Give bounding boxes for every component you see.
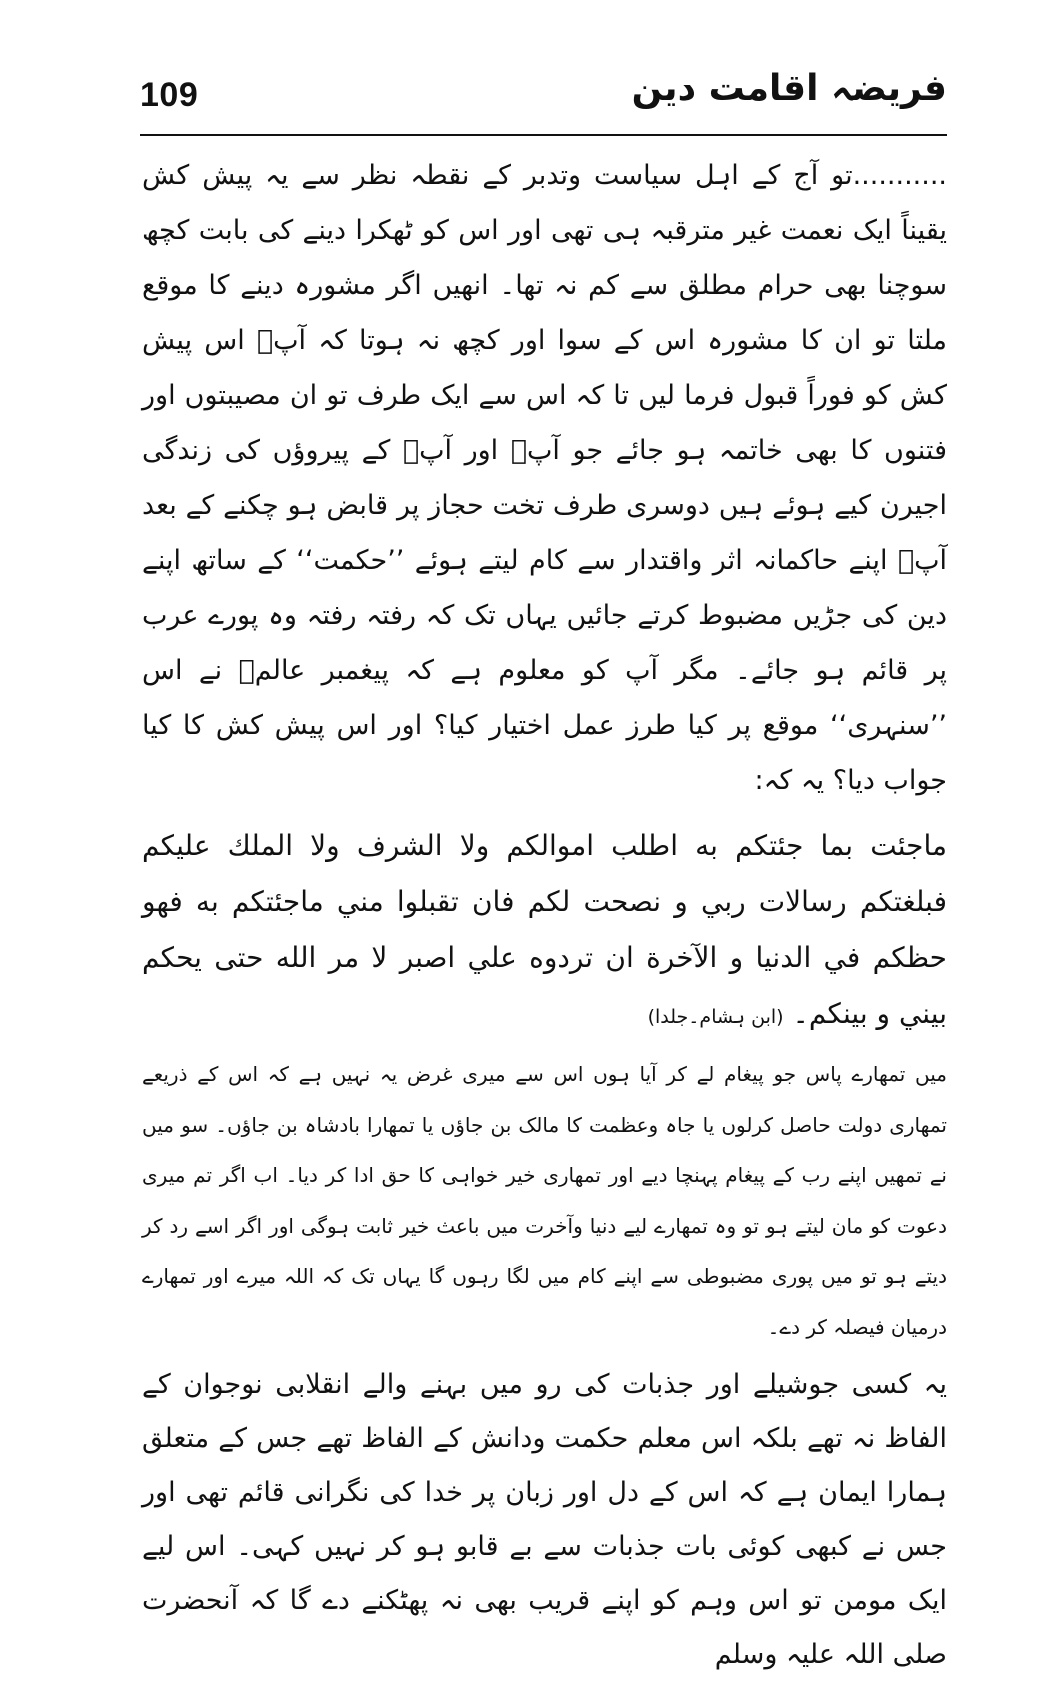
- translation-paragraph: میں تمھارے پاس جو پیغام لے کر آیا ہوں اس سے میری غرض یہ نہیں ہے کہ اس کے ذریعے تمھاری دولت حاصل کرلوں یا جاہ وعظمت کا مالک بن جاؤں یا تمھارا بادشاہ بن جاؤں۔ سو میں نے تمھیں اپنے رب کے پیغام پہنچا دیے اور تمھاری خیر خواہی کا حق ادا کر دیا۔ اب اگر تم میری دعوت کو مان لیتے ہو تو وہ تمھارے لیے دنیا وآخرت میں باعث خیر ثابت ہوگی اور اگر اسے رد کر دیتے ہو تو میں پوری مضبوطی سے اپنے کام میں لگا رہوں گا یہاں تک کہ اللہ میرے اور تمھارے درمیان فیصلہ کر دے۔: [142, 1062, 947, 1339]
- intro-paragraph: ...........تو آج کے اہل سیاست وتدبر کے نقطہ نظر سے یہ پیش کش یقیناً ایک نعمت غیر مترقبہ ہی تھی اور اس کو ٹھکرا دینے کی بابت کچھ سوچنا بھی حرام مطلق سے کم نہ تھا۔ انھیں اگر مشورہ دینے کا موقع ملتا تو ان کا مشورہ اس کے سوا اور کچھ نہ ہوتا کہ آپؐ اس پیش کش کو فوراً قبول فرما لیں تا کہ اس سے ایک طرف تو ان مصیبتوں اور فتنوں کا بھی خاتمہ ہو جائے جو آپؐ اور آپؐ کے پیروؤں کی زندگی اجیرن کیے ہوئے ہیں دوسری طرف تخت حجاز پر قابض ہو چکنے کے بعد آپؐ اپنے حاکمانہ اثر واقتدار سے کام لیتے ہوئے ’’حکمت‘‘ کے ساتھ اپنے دین کی جڑیں مضبوط کرتے جائیں یہاں تک کہ رفتہ رفتہ وہ پورے عرب پر قائم ہو جائے۔ مگر آپ کو معلوم ہے کہ پیغمبر عالمؐ نے اس ’’سنہری‘‘ موقع پر کیا طرز عمل اختیار کیا؟ اور اس پیش کش کا کیا جواب دیا؟ یہ کہ:: [142, 160, 947, 796]
- running-title: فریضہ اقامت دین: [631, 68, 947, 109]
- page-number: 109: [140, 76, 199, 114]
- closing-paragraph: یہ کسی جوشیلے اور جذبات کی رو میں بہنے والے انقلابی نوجوان کے الفاظ نہ تھے بلکہ اس معلم حکمت ودانش کے الفاظ تھے جس کے متعلق ہمارا ایمان ہے کہ اس کے دل اور زبان پر خدا کی نگرانی قائم تھی اور جس نے کبھی کوئی بات جذبات سے بے قابو ہو کر نہیں کہی۔ اس لیے ایک مومن تو اس وہم کو اپنے قریب بھی نہ پھٹکنے دے گا کہ آنحضرت صلی اللہ علیہ وسلم: [142, 1369, 947, 1670]
- page-header: [140, 68, 947, 128]
- citation: (ابن ہشام۔جلدا): [647, 1006, 784, 1028]
- arabic-quote: [142, 818, 947, 1045]
- header-rule: [140, 134, 947, 136]
- page-body: [142, 148, 947, 1682]
- arabic-quote-text: ماجئت بما جئتكم به اطلب اموالكم ولا الشرف ولا الملك عليكم فبلغتكم رسالات ربي و نصحت لكم فان تقبلوا مني ماجئتكم به فهو حظكم في الدنيا و الآخرة ان تردوه علي اصبر لا مر الله حتى يحكم بيني و بينكم۔: [142, 829, 947, 1030]
